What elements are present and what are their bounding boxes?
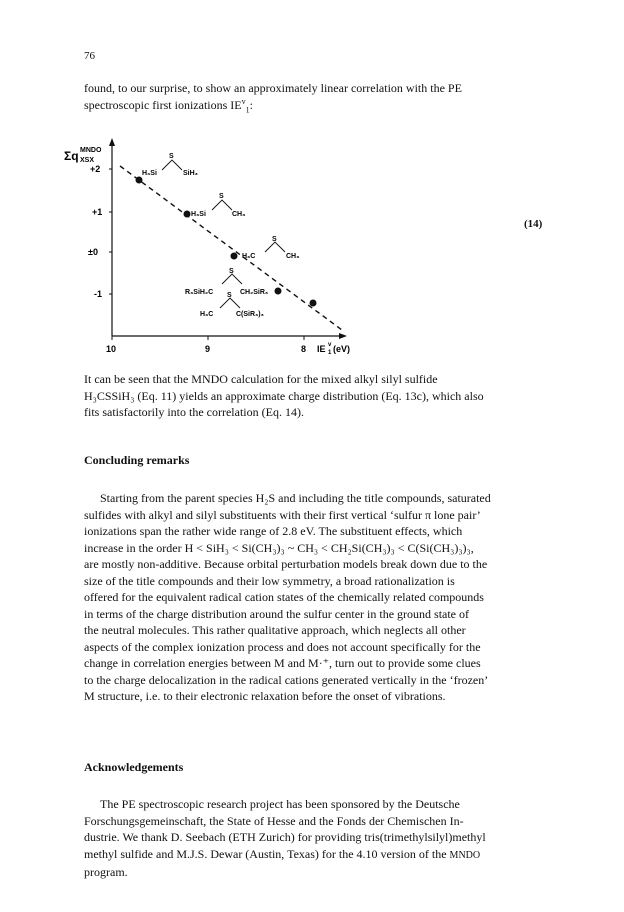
svg-text:CH₂SiR₃: CH₂SiR₃	[240, 289, 269, 296]
ack-line-4: methyl sulfide and M.J.S. Dewar (Austin, Texas) for the 4.10 version of the	[84, 846, 447, 861]
data-point-h3sissih3	[136, 177, 143, 184]
svg-text:SiH₃: SiH₃	[183, 170, 198, 177]
svg-text:CH₃: CH₃	[286, 253, 300, 260]
x-ticks	[112, 336, 304, 340]
acknowledgements-paragraph	[84, 796, 556, 881]
x-axis-label-sub: 1	[328, 350, 332, 356]
conclusion-line-6: size of the title compounds and their low symmetry, a broad rationalization is	[84, 573, 455, 588]
conclusion-line-2: sulfides with alkyl and silyl substituents with their first vertical ‘sulfur π lone pair’	[84, 507, 481, 522]
y-tick-label-plus1: +1	[92, 207, 103, 217]
conclusion-line-9: the neutral molecules. This rather qualitative approach, which neglects all other	[84, 623, 466, 637]
y-axis-label: Σq	[64, 149, 79, 163]
compound-label-1	[142, 153, 198, 177]
conclusion-line-8: in terms of the charge distribution around the sulfur center in the ground state of	[84, 606, 470, 621]
svg-text:H₃Si: H₃Si	[191, 211, 206, 218]
svg-text:H₃Si: H₃Si	[142, 170, 157, 177]
x-tick-label-8: 8	[301, 344, 307, 354]
conclusion-line-1: Starting from the parent species H₂S and including the title compounds, saturated	[100, 491, 491, 505]
correlation-figure	[60, 128, 360, 358]
x-tick-label-10: 10	[106, 344, 117, 354]
intro-line-2: spectroscopic first ionizations IE	[84, 97, 242, 112]
data-point-h3sisch3	[184, 211, 191, 218]
ack-line-5: program.	[84, 865, 128, 879]
conclusion-line-12: to the charge delocalization in the radical cations generated vertically in the ‘frozen’	[84, 672, 489, 687]
correlation-line	[120, 166, 342, 330]
ack-line-3: dustrie. We thank D. Seebach (ETH Zurich) for providing tris(trimethylsilyl)methyl	[84, 830, 486, 844]
result-line-3: fits satisfactorily into the correlation (Eq. 14).	[84, 405, 304, 419]
svg-text:S: S	[227, 292, 232, 299]
svg-text:S: S	[229, 268, 234, 275]
page-number: 76	[84, 50, 95, 62]
svg-text:R₃SiH₂C: R₃SiH₂C	[185, 289, 214, 296]
data-point-h3csc-sir3	[310, 300, 317, 307]
ack-line-1: The PE spectroscopic research project has been sponsored by the Deutsche	[100, 797, 460, 811]
svg-text:S: S	[272, 236, 277, 243]
conclusion-line-5: are mostly non-additive. Because orbital perturbation models break down due to the	[84, 557, 488, 571]
acknowledgements-heading: Acknowledgements	[84, 760, 184, 774]
ack-mndo-smallcaps: MNDO	[449, 849, 481, 861]
ack-line-2: Forschungsgemeinschaft, the State of Hesse and the Fonds der Chemischen In-	[84, 813, 464, 828]
svg-text:H₃C: H₃C	[242, 253, 256, 260]
svg-text:CH₃: CH₃	[232, 211, 246, 218]
svg-text:H₃C: H₃C	[200, 311, 214, 318]
intro-line-1: found, to our surprise, to show an approximately linear correlation with the PE	[84, 81, 462, 95]
conclusion-line-7: offered for the equivalent radical cation states of the chemically related compounds	[84, 590, 484, 604]
conclusion-line-4: increase in the order H < SiH₃ < Si(CH₃)₃ ~ CH₃ < CH₂Si(CH₃)₃ < C(Si(CH₃)₃)₃,	[84, 540, 474, 555]
x-axis-label: IE	[317, 344, 326, 354]
x-axis-arrow	[339, 333, 347, 339]
y-axis-arrow	[109, 138, 115, 146]
result-line-1: It can be seen that the MNDO calculation for the mixed alkyl silyl sulfide	[84, 372, 438, 386]
compound-label-3	[242, 236, 299, 260]
data-point-h3cssiH3	[231, 253, 238, 260]
y-axis-label-sup: MNDO	[80, 147, 102, 154]
result-line-2: H₃CSSiH₃ (Eq. 11) yields an approximate charge distribution (Eq. 13c), which also	[84, 388, 484, 403]
y-tick-label-minus1: -1	[94, 289, 103, 299]
intro-colon: :	[249, 97, 253, 112]
intro-sup: v	[241, 96, 246, 106]
conclusion-line-3: ionizations span the rather wide range of 2.8 eV. The substituent effects, which	[84, 524, 463, 538]
conclusion-line-10: aspects of the complex ionization process and does not account specifically for the	[84, 639, 481, 654]
svg-text:S: S	[169, 153, 174, 160]
svg-text:S: S	[219, 193, 224, 200]
data-point-bis-silylmethyl	[275, 288, 282, 295]
result-paragraph	[84, 371, 556, 421]
y-tick-label-plus2: +2	[90, 164, 101, 174]
x-axis-unit: (eV)	[333, 344, 351, 354]
y-tick-label-zero: ±0	[88, 247, 98, 257]
conclusion-paragraph	[84, 490, 556, 705]
intro-paragraph	[84, 80, 556, 113]
x-axis-label-sup: v	[328, 342, 332, 348]
concluding-remarks-heading: Concluding remarks	[84, 453, 190, 467]
intro-sub: 1	[245, 104, 250, 114]
conclusion-line-13: M structure, i.e. to their electronic relaxation before the onset of vibrations.	[84, 689, 446, 703]
compound-label-2	[191, 193, 245, 218]
conclusion-line-11: change in correlation energies between M and M·⁺, turn out to provide some clues	[84, 656, 481, 670]
x-tick-label-9: 9	[205, 344, 211, 354]
y-axis-label-sub: XSX	[80, 157, 95, 164]
svg-text:C(SiR₃)₃: C(SiR₃)₃	[236, 311, 264, 318]
equation-number: (14)	[524, 218, 543, 230]
